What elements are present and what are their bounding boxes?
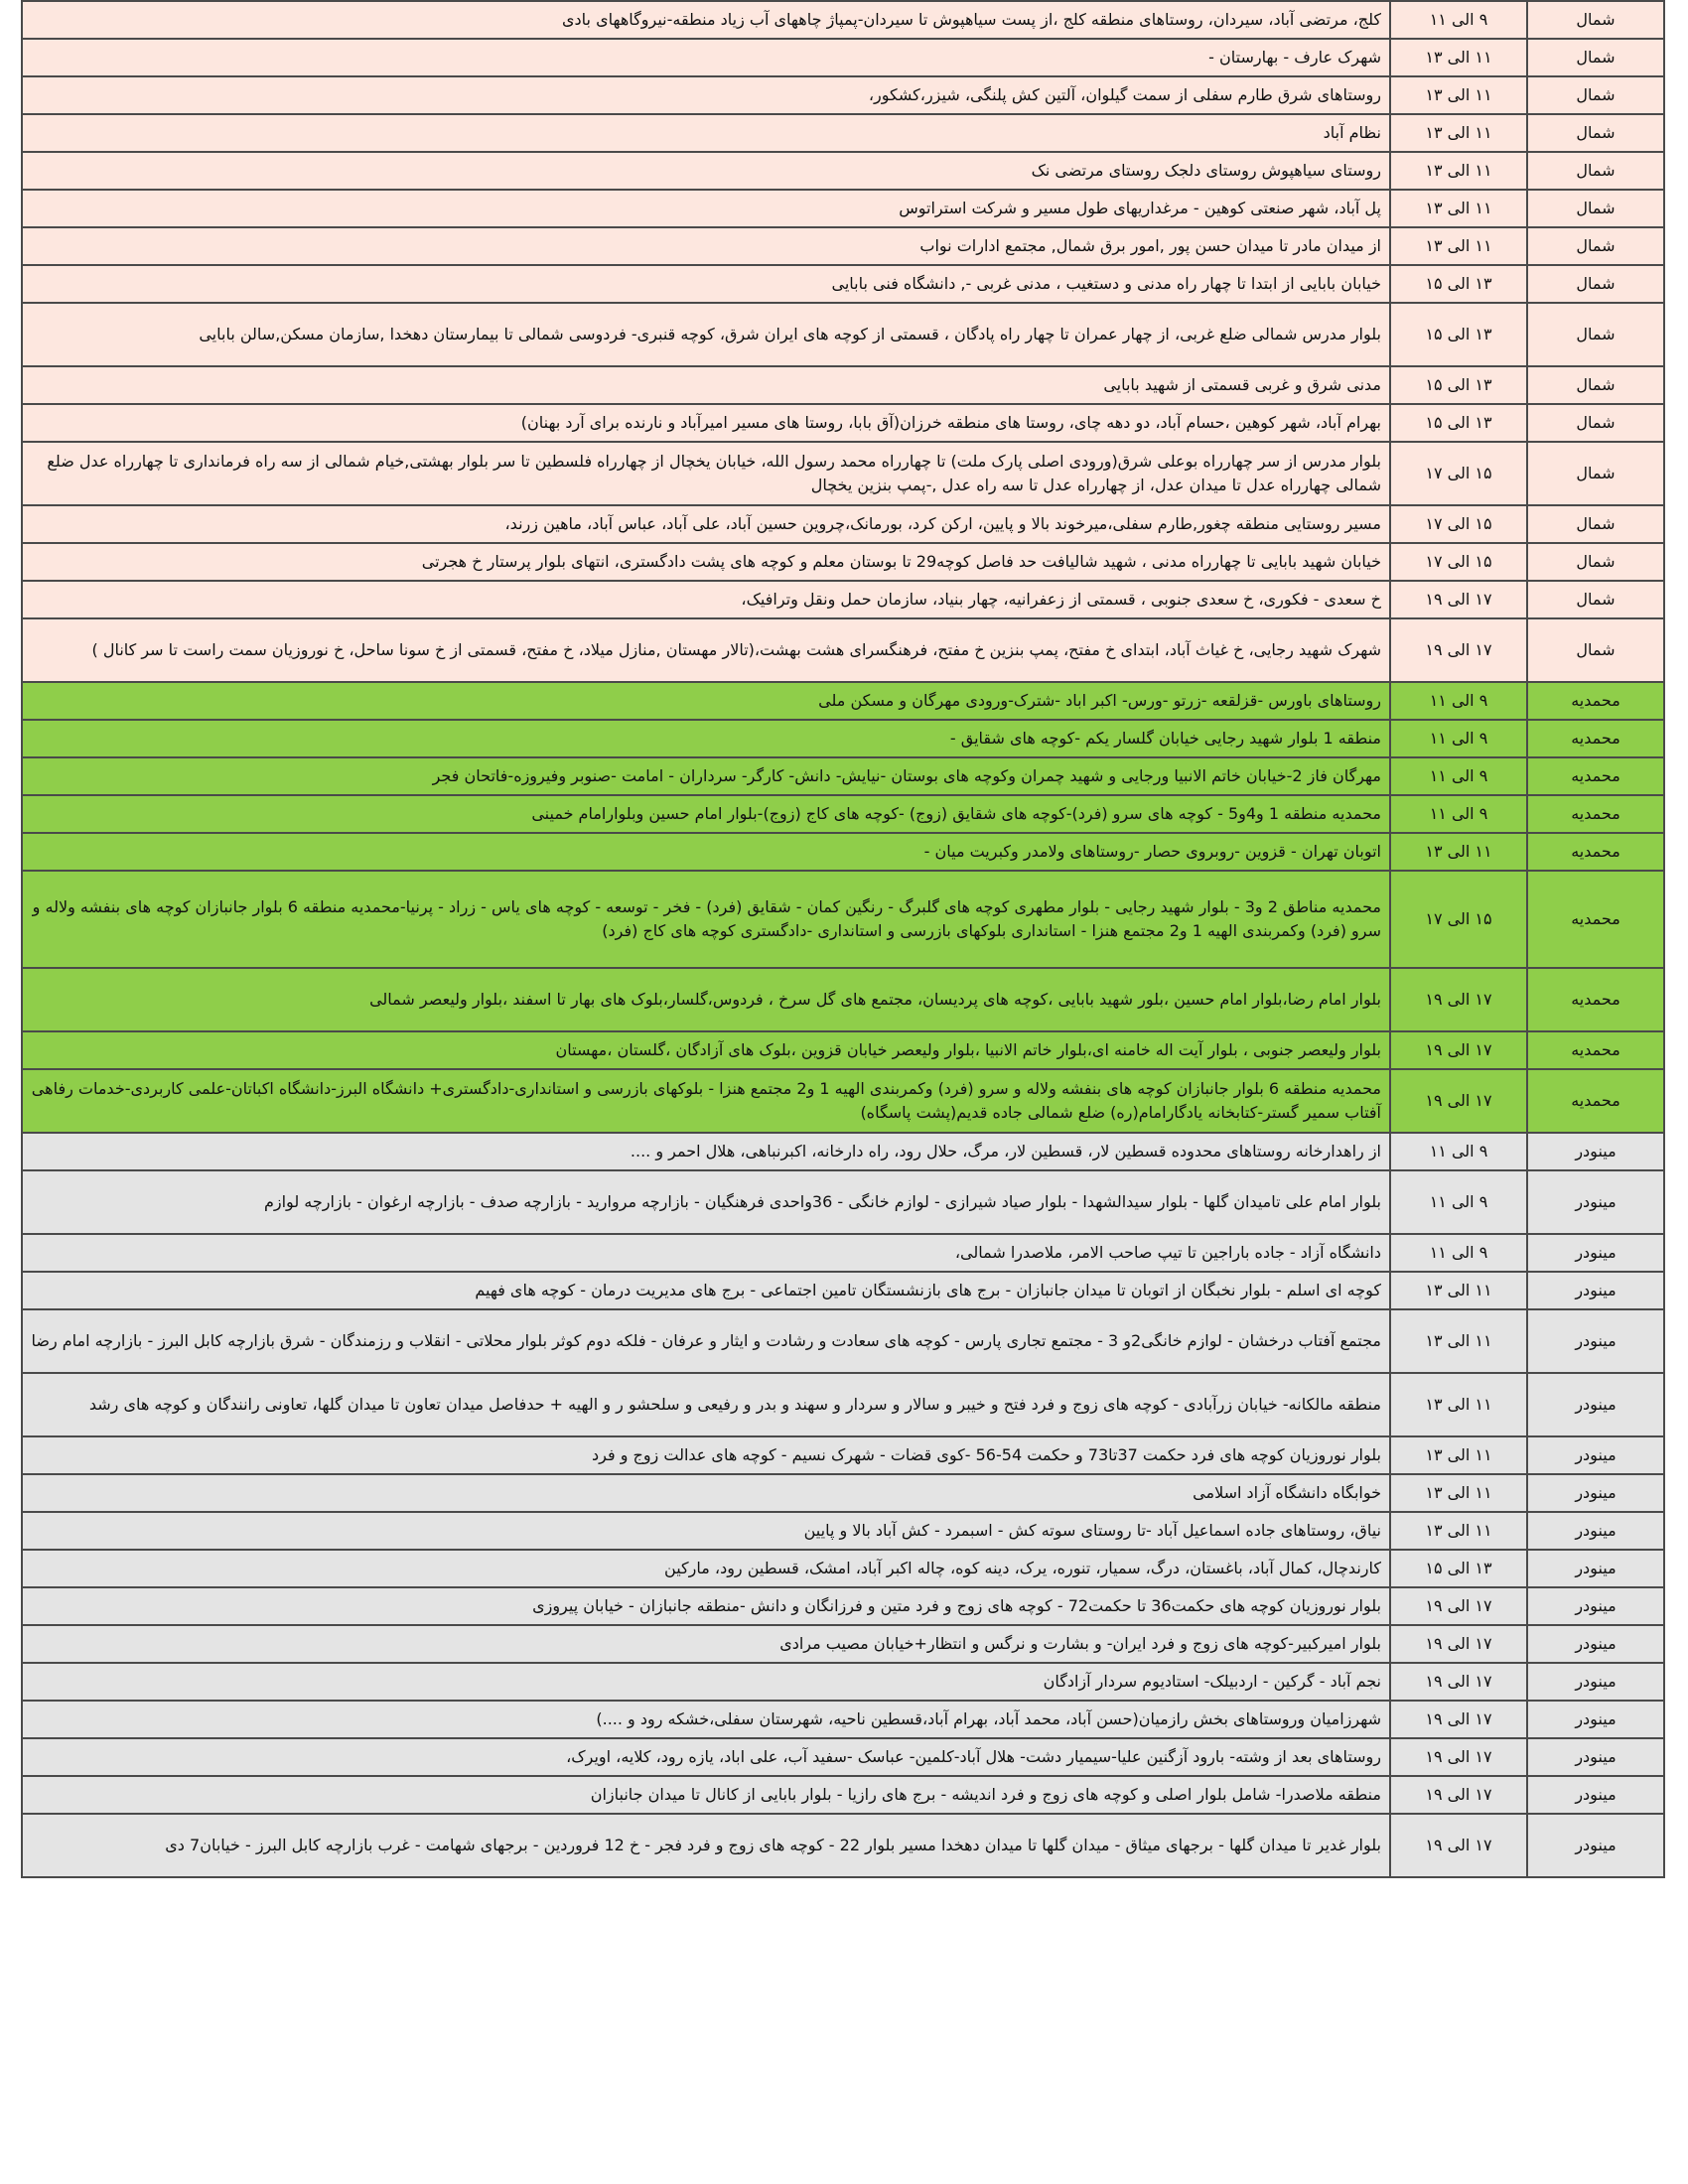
table-row (22, 720, 1664, 757)
table-row (22, 968, 1664, 1031)
region-cell: مینودر (1527, 1436, 1664, 1474)
table-row (22, 303, 1664, 366)
areas-cell: نجم آباد - گرکین - اردبیلک- استادیوم سردار آزادگان (22, 1663, 1390, 1701)
region-cell: شمال (1527, 543, 1664, 581)
areas-cell: بلوار نوروزیان کوچه های حکمت36 تا حکمت72 - کوچه های زوج و فرد متین و فرزانگان و دانش -منطقه جانبازان - خیابان پیروزی (22, 1587, 1390, 1625)
hours-cell: ۱۷ الی ۱۹ (1390, 1663, 1527, 1701)
areas-cell: مسیر روستایی منطقه چغور,طارم سفلی،میرخوند بالا و پایین، ارکن کرد، بورمانک،چروین حسین آباد، علی آباد، عباس آباد، ماهین زرند، (22, 505, 1390, 543)
hours-cell: ۱۵ الی ۱۷ (1390, 871, 1527, 968)
hours-cell: ۹ الی ۱۱ (1390, 795, 1527, 833)
table-row (22, 39, 1664, 76)
areas-cell: خوابگاه دانشگاه آزاد اسلامی (22, 1474, 1390, 1512)
table-row (22, 1776, 1664, 1814)
areas-cell: محمدیه منطقه 1 و4و5 - کوچه های سرو (فرد)-کوچه های شقایق (زوج) -کوچه های کاج (زوج)-بلوار امام حسین وبلوارامام خمینی (22, 795, 1390, 833)
hours-cell: ۱۷ الی ۱۹ (1390, 1069, 1527, 1133)
table-row (22, 1663, 1664, 1701)
table-row (22, 152, 1664, 190)
areas-cell: بلوار غدیر تا میدان گلها - برجهای میثاق - میدان گلها تا میدان دهخدا مسیر بلوار 22 - کوچه های زوج و فرد فجر - خ 12 فروردین - برجهای شهامت - غرب بازارچه کابل البرز - خیابان7 دی (22, 1814, 1390, 1877)
hours-cell: ۹ الی ۱۱ (1390, 1170, 1527, 1234)
table-row (22, 1512, 1664, 1550)
table-row (22, 442, 1664, 505)
areas-cell: کارندچال، کمال آباد، باغستان، درگ، سمیار، تنوره، یرک، دینه کوه، چاله اکبر آباد، امشک، قسطین رود، مارکین (22, 1550, 1390, 1587)
region-cell: محمدیه (1527, 871, 1664, 968)
hours-cell: ۱۷ الی ۱۹ (1390, 1701, 1527, 1738)
hours-cell: ۱۱ الی ۱۳ (1390, 114, 1527, 152)
areas-cell: کلج، مرتضی آباد، سیردان، روستاهای منطقه کلج ،از پست سیاهپوش تا سیردان-پمپاژ چاههای آب زیاد منطقه-نیروگاههای بادی (22, 1, 1390, 39)
region-cell: مینودر (1527, 1474, 1664, 1512)
region-cell: مینودر (1527, 1776, 1664, 1814)
hours-cell: ۱۷ الی ۱۹ (1390, 1776, 1527, 1814)
hours-cell: ۹ الی ۱۱ (1390, 720, 1527, 757)
region-cell: مینودر (1527, 1133, 1664, 1170)
table-row (22, 618, 1664, 682)
hours-cell: ۱۵ الی ۱۷ (1390, 505, 1527, 543)
region-cell: شمال (1527, 442, 1664, 505)
table-row (22, 1133, 1664, 1170)
region-cell: محمدیه (1527, 1031, 1664, 1069)
table-row (22, 1436, 1664, 1474)
table-row (22, 404, 1664, 442)
areas-cell: بهرام آباد، شهر کوهین ،حسام آباد، دو دهه چای، روستا های منطقه خرزان(آق بابا، روستا های مسیر امیرآباد و نارنده برای آرد بهنان) (22, 404, 1390, 442)
table-row (22, 1474, 1664, 1512)
region-cell: شمال (1527, 39, 1664, 76)
region-cell: شمال (1527, 303, 1664, 366)
region-cell: مینودر (1527, 1814, 1664, 1877)
table-row (22, 795, 1664, 833)
region-cell: شمال (1527, 366, 1664, 404)
region-cell: مینودر (1527, 1701, 1664, 1738)
region-cell: مینودر (1527, 1625, 1664, 1663)
region-cell: شمال (1527, 1, 1664, 39)
region-cell: شمال (1527, 265, 1664, 303)
areas-cell: از میدان مادر تا میدان حسن پور ,امور برق شمال, مجتمع ادارات نواب (22, 227, 1390, 265)
hours-cell: ۱۳ الی ۱۵ (1390, 366, 1527, 404)
region-cell: محمدیه (1527, 1069, 1664, 1133)
areas-cell: بلوار مدرس از سر چهارراه بوعلی شرق(ورودی اصلی پارک ملت) تا چهارراه محمد رسول الله، خیابان یخچال از چهارراه فلسطین تا سر بلوار بهشتی,خیام شمالی از سه راه فرمانداری تا چهارراه عدل ضلع شمالی چهارراه عدل تا میدان عدل، از چهارراه عدل تا سه راه عدل ,-پمپ بنزین یخچال (22, 442, 1390, 505)
table-row (22, 114, 1664, 152)
region-cell: مینودر (1527, 1550, 1664, 1587)
table-row (22, 505, 1664, 543)
hours-cell: ۱۱ الی ۱۳ (1390, 190, 1527, 227)
areas-cell: خیابان شهید بابایی تا چهارراه مدنی ، شهید شالیافت حد فاصل کوچه29 تا بوستان معلم و کوچه های پشت دادگستری، انتهای بلوار پرستار خ هجرتی (22, 543, 1390, 581)
table-row (22, 1373, 1664, 1436)
hours-cell: ۱۷ الی ۱۹ (1390, 1587, 1527, 1625)
table-row (22, 265, 1664, 303)
areas-cell: مدنی شرق و غربی قسمتی از شهید بابایی (22, 366, 1390, 404)
region-cell: محمدیه (1527, 682, 1664, 720)
areas-cell: شهرک عارف - بهارستان - (22, 39, 1390, 76)
areas-cell: بلوار نوروزیان کوچه های فرد حکمت 37تا73 و حکمت 54-56 -کوی قضات - شهرک نسیم - کوچه های عدالت زوج و فرد (22, 1436, 1390, 1474)
hours-cell: ۱۷ الی ۱۹ (1390, 1814, 1527, 1877)
hours-cell: ۱۳ الی ۱۵ (1390, 1550, 1527, 1587)
hours-cell: ۱۳ الی ۱۵ (1390, 404, 1527, 442)
hours-cell: ۱۱ الی ۱۳ (1390, 76, 1527, 114)
areas-cell: بلوار امام رضا،بلوار امام حسین ،بلور شهید بابایی ،کوچه های پردیسان، مجتمع های گل سرخ ، فردوس،گلسار،بلوک های بهار تا اسفند ،بلوار ولیعصر شمالی (22, 968, 1390, 1031)
hours-cell: ۱۷ الی ۱۹ (1390, 1625, 1527, 1663)
areas-cell: شهرک شهید رجایی، خ غیاث آباد، ابتدای خ مفتح، پمپ بنزین خ مفتح، فرهنگسرای هشت بهشت،(تالار مهستان ,منازل میلاد، خ مفتح، قسمتی از خ سونا ساحل، خ نوروزیان سمت راست تا سر کانال ) (22, 618, 1390, 682)
region-cell: محمدیه (1527, 795, 1664, 833)
hours-cell: ۱۷ الی ۱۹ (1390, 581, 1527, 618)
table-row (22, 227, 1664, 265)
areas-cell: محمدیه منطقه 6 بلوار جانبازان کوچه های بنفشه ولاله و سرو (فرد) وکمربندی الهیه 1 و2 مجتمع هنزا - بلوکهای بازرسی و استانداری-دادگستری+ دانشگاه البرز-دانشگاه اکباتان-علمی کاربردی-خدمات رفاهی آفتاب سمیر گستر-کتابخانه یادگارامام(ره) ضلع شمالی جاده قدیم(پشت پاسگاه) (22, 1069, 1390, 1133)
hours-cell: ۱۱ الی ۱۳ (1390, 1272, 1527, 1309)
areas-cell: منطقه 1 بلوار شهید رجایی خیابان گلسار یکم -کوچه های شقایق - (22, 720, 1390, 757)
table-row (22, 1272, 1664, 1309)
region-cell: مینودر (1527, 1512, 1664, 1550)
region-cell: مینودر (1527, 1587, 1664, 1625)
region-cell: مینودر (1527, 1738, 1664, 1776)
table-row (22, 1738, 1664, 1776)
table-row (22, 1234, 1664, 1272)
table-row (22, 1309, 1664, 1373)
region-cell: محمدیه (1527, 968, 1664, 1031)
areas-cell: اتوبان تهران - قزوین -روبروی حصار -روستاهای ولامدر وکبریت میان - (22, 833, 1390, 871)
region-cell: شمال (1527, 581, 1664, 618)
areas-cell: دانشگاه آزاد - جاده باراجین تا تیپ صاحب الامر، ملاصدرا شمالی، (22, 1234, 1390, 1272)
areas-cell: از راهدارخانه روستاهای محدوده قسطین لار، قسطین لار، مرگ، حلال رود، راه دارخانه، اکبرنباهی، هلال احمر و .... (22, 1133, 1390, 1170)
areas-cell: مجتمع آفتاب درخشان - لوازم خانگی2و 3 - مجتمع تجاری پارس - کوچه های سعادت و رشادت و ایثار و عرفان - فلکه دوم کوثر بلوار محلاتی - انقلاب و رزمندگان - شرق بازارچه کابل البرز - بازارچه امام رضا (22, 1309, 1390, 1373)
table-row (22, 1701, 1664, 1738)
hours-cell: ۱۳ الی ۱۵ (1390, 303, 1527, 366)
region-cell: شمال (1527, 505, 1664, 543)
table-row (22, 1814, 1664, 1877)
table-row (22, 581, 1664, 618)
hours-cell: ۱۱ الی ۱۳ (1390, 1373, 1527, 1436)
table-row (22, 1031, 1664, 1069)
hours-cell: ۹ الی ۱۱ (1390, 1133, 1527, 1170)
areas-cell: بلوار ولیعصر جنوبی ، بلوار آیت اله خامنه ای،بلوار خاتم الانبیا ،بلوار ولیعصر خیابان قزوین ،بلوک های آزادگان ،گلستان ،مهستان (22, 1031, 1390, 1069)
hours-cell: ۱۷ الی ۱۹ (1390, 968, 1527, 1031)
table-row (22, 871, 1664, 968)
region-cell: مینودر (1527, 1663, 1664, 1701)
areas-cell: بلوار مدرس شمالی ضلع غربی، از چهار عمران تا چهار راه پادگان ، قسمتی از کوچه های ایران شرق، کوچه قنبری- فردوسی شمالی تا بیمارستان دهخدا ,سازمان مسکن,سالن بابایی (22, 303, 1390, 366)
table-row (22, 76, 1664, 114)
hours-cell: ۱۷ الی ۱۹ (1390, 1031, 1527, 1069)
hours-cell: ۱۱ الی ۱۳ (1390, 1512, 1527, 1550)
table-row (22, 1550, 1664, 1587)
hours-cell: ۱۱ الی ۱۳ (1390, 39, 1527, 76)
table-row (22, 1170, 1664, 1234)
areas-cell: بلوار امیرکبیر-کوچه های زوج و فرد ایران- و بشارت و نرگس و انتظار+خیابان مصیب مرادی (22, 1625, 1390, 1663)
hours-cell: ۱۷ الی ۱۹ (1390, 618, 1527, 682)
region-cell: شمال (1527, 76, 1664, 114)
region-cell: مینودر (1527, 1373, 1664, 1436)
areas-cell: منطقه مالکانه- خیابان زرآبادی - کوچه های زوج و فرد فتح و خیبر و سالار و سردار و سهند و بدر و رفیعی و سلحشو ر و الهیه + حدفاصل میدان تعاون تا میدان گلها، تعاونی رانندگان و کوچه های رشد (22, 1373, 1390, 1436)
table-row (22, 1069, 1664, 1133)
areas-cell: روستاهای شرق طارم سفلی از سمت گیلوان، آلتین کش پلنگی، شیزر،کشکور، (22, 76, 1390, 114)
areas-cell: نیاق، روستاهای جاده اسماعیل آباد -تا روستای سوته کش - اسبمرد - کش آباد بالا و پایین (22, 1512, 1390, 1550)
hours-cell: ۹ الی ۱۱ (1390, 682, 1527, 720)
table-row (22, 1625, 1664, 1663)
region-cell: محمدیه (1527, 833, 1664, 871)
region-cell: شمال (1527, 152, 1664, 190)
region-cell: مینودر (1527, 1272, 1664, 1309)
region-cell: مینودر (1527, 1170, 1664, 1234)
areas-cell: روستاهای بعد از وشته- بارود آزگنین علیا-سیمیار دشت- هلال آباد-کلمین- عباسک -سفید آب، علی اباد، یازه رود، کلایه، اویرک، (22, 1738, 1390, 1776)
areas-cell: پل آباد، شهر صنعتی کوهین - مرغداریهای طول مسیر و شرکت استراتوس (22, 190, 1390, 227)
region-cell: مینودر (1527, 1309, 1664, 1373)
hours-cell: ۱۵ الی ۱۷ (1390, 543, 1527, 581)
areas-cell: شهرزامیان وروستاهای بخش رازمیان(حسن آباد، محمد آباد، بهرام آباد،قسطین ناحیه، شهرستان سفلی،خشکه رود و ....) (22, 1701, 1390, 1738)
areas-cell: خیابان بابایی از ابتدا تا چهار راه مدنی و دستغیب ، مدنی غربی -, دانشگاه فنی بابایی (22, 265, 1390, 303)
region-cell: شمال (1527, 114, 1664, 152)
outage-schedule-table (21, 0, 1665, 1878)
areas-cell: محمدیه مناطق 2 و3 - بلوار شهید رجایی - بلوار مطهری کوچه های گلبرگ - رنگین کمان - شقایق (فرد) - فخر - توسعه - کوچه های یاس - زراد - پرنیا-محمدیه منطقه 6 بلوار جانبازان کوچه های بنفشه ولاله و سرو (فرد) وکمربندی الهیه 1 و2 مجتمع هنزا - استانداری بلوکهای بازرسی و استانداری -دادگستری کوچه های کاج (فرد) (22, 871, 1390, 968)
region-cell: شمال (1527, 190, 1664, 227)
hours-cell: ۱۵ الی ۱۷ (1390, 442, 1527, 505)
areas-cell: بلوار امام علی تامیدان گلها - بلوار سیدالشهدا - بلوار صیاد شیرازی - لوازم خانگی - 36واحدی فرهنگیان - بازارچه مروارید - بازارچه صدف - بازارچه ارغوان - بازارچه لوازم (22, 1170, 1390, 1234)
table-row (22, 833, 1664, 871)
hours-cell: ۱۱ الی ۱۳ (1390, 1436, 1527, 1474)
hours-cell: ۱۱ الی ۱۳ (1390, 152, 1527, 190)
region-cell: شمال (1527, 227, 1664, 265)
areas-cell: روستاهای باورس -قزلقعه -زرتو -ورس- اکبر اباد -شترک-ورودی مهرگان و مسکن ملی (22, 682, 1390, 720)
hours-cell: ۱۱ الی ۱۳ (1390, 227, 1527, 265)
hours-cell: ۱۱ الی ۱۳ (1390, 1474, 1527, 1512)
table-row (22, 682, 1664, 720)
region-cell: شمال (1527, 618, 1664, 682)
schedule-body (22, 1, 1664, 1877)
hours-cell: ۹ الی ۱۱ (1390, 757, 1527, 795)
region-cell: محمدیه (1527, 757, 1664, 795)
region-cell: شمال (1527, 404, 1664, 442)
region-cell: محمدیه (1527, 720, 1664, 757)
hours-cell: ۹ الی ۱۱ (1390, 1, 1527, 39)
table-row (22, 757, 1664, 795)
areas-cell: نظام آباد (22, 114, 1390, 152)
region-cell: مینودر (1527, 1234, 1664, 1272)
table-row (22, 543, 1664, 581)
areas-cell: منطقه ملاصدرا- شامل بلوار اصلی و کوچه های زوج و فرد اندیشه - برج های رازیا - بلوار بابایی از کانال تا میدان جانبازان (22, 1776, 1390, 1814)
hours-cell: ۱۱ الی ۱۳ (1390, 1309, 1527, 1373)
areas-cell: روستای سیاهپوش روستای دلجک روستای مرتضی نک (22, 152, 1390, 190)
table-row (22, 366, 1664, 404)
hours-cell: ۱۳ الی ۱۵ (1390, 265, 1527, 303)
hours-cell: ۱۷ الی ۱۹ (1390, 1738, 1527, 1776)
table-row (22, 1587, 1664, 1625)
hours-cell: ۱۱ الی ۱۳ (1390, 833, 1527, 871)
areas-cell: کوچه ای اسلم - بلوار نخبگان از اتوبان تا میدان جانبازان - برج های بازنشستگان تامین اجتماعی - برج های مدیریت درمان - کوچه های فهیم (22, 1272, 1390, 1309)
areas-cell: خ سعدی - فکوری، خ سعدی جنوبی ، قسمتی از زعفرانیه، چهار بنیاد، سازمان حمل ونقل وترافیک، (22, 581, 1390, 618)
table-row (22, 1, 1664, 39)
table-row (22, 190, 1664, 227)
hours-cell: ۹ الی ۱۱ (1390, 1234, 1527, 1272)
areas-cell: مهرگان فاز 2-خیابان خاتم الانبیا ورجایی و شهید چمران وکوچه های بوستان -نیایش- دانش- کارگر- سرداران - امامت -صنوبر وفیروزه-فاتحان فجر (22, 757, 1390, 795)
